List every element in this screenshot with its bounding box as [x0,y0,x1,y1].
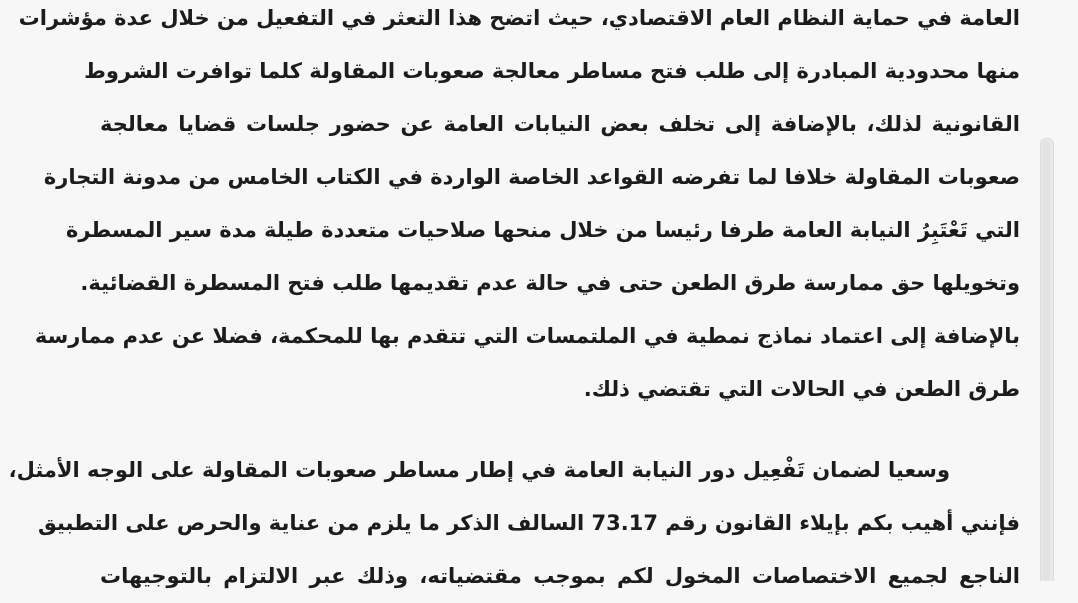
text-line: فإنني أهيب بكم بإيلاء القانون رقم 73.17 السالف الذكر ما يلزم من عناية والحرص على التطبيق [37,511,1020,535]
text-line: القانونية لذلك، بالإضافة إلى تخلف بعض النيابات العامة عن حضور جلسات قضايا معالجة [100,112,1020,136]
text-line: التي تَعْتَبِرُ النيابة العامة طرفا رئيسا من خلال منحها صلاحيات متعددة طيلة مدة سير المسطرة [65,218,1020,242]
text-line: وتخويلها حق ممارسة طرق الطعن حتى في حالة عدم تقديمها طلب فتح المسطرة القضائية. [80,271,1020,295]
text-line: منها محدودية المبادرة إلى طلب فتح مساطر معالجة صعوبات المقاولة كلما توافرت الشروط [84,59,1020,83]
paragraph-1 [18,0,1020,416]
text-line: العامة في حماية النظام العام الاقتصادي، حيث اتضح هذا التعثر في التفعيل من خلال عدة مؤشرات [18,6,1020,30]
text-line: بالإضافة إلى اعتماد نماذج نمطية في الملتمسات التي تتقدم بها للمحكمة، فضلا عن عدم ممارسة [34,324,1020,348]
paragraph-spacer [100,416,1020,444]
text-line: وسعيا لضمان تَفْعِيل دور النيابة العامة في إطار مساطر صعوبات المقاولة على الوجه الأمثل، [8,458,950,482]
text-line: الناجع لجميع الاختصاصات المخول لكم بموجب مقتضياته، وذلك عبر الالتزام بالتوجيهات [100,564,1020,588]
scrollbar-thumb[interactable] [1042,140,1050,580]
document-body [8,0,1020,603]
text-line: صعوبات المقاولة خلافا لما تفرضه القواعد الخاصة الواردة في الكتاب الخامس من مدونة التجارة [43,165,1020,189]
text-line: طرق الطعن في الحالات التي تقتضي ذلك. [583,377,1020,401]
paragraph-2 [8,444,1020,603]
